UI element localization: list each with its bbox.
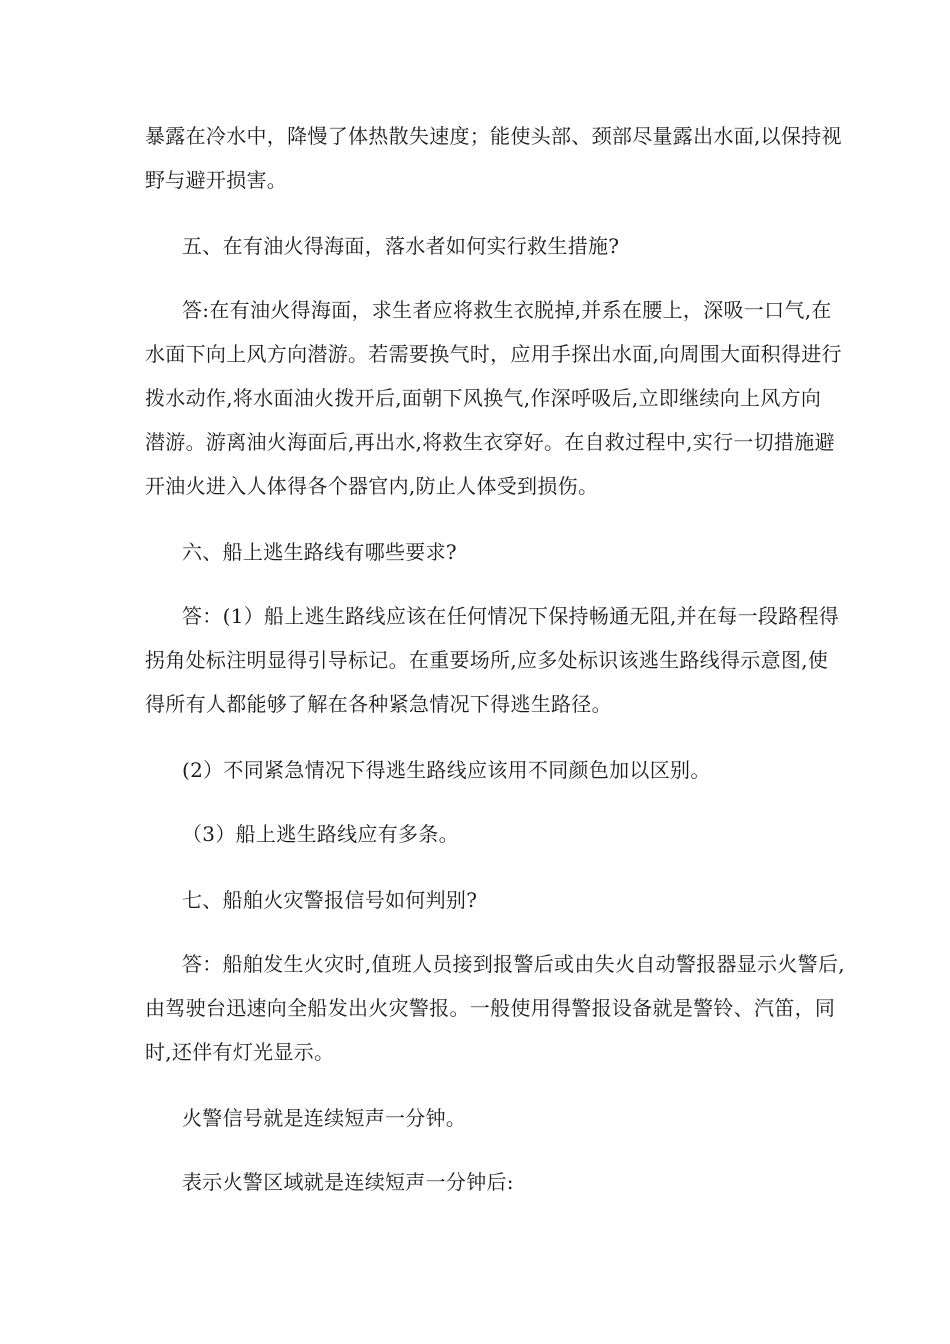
answer-line: 拨水动作,将水面油火拨开后,面朝下风换气,作深呼吸后,立即继续向上风方向 xyxy=(145,386,822,410)
answer-line: 答:在有油火得海面，求生者应将救生衣脱掉,并系在腰上，深吸一口气,在 xyxy=(182,298,832,322)
answer-line: 开油火进入人体得各个器官内,防止人体受到损伤。 xyxy=(145,474,599,498)
answer-line: 表示火警区域就是连续短声一分钟后: xyxy=(182,1170,514,1194)
paragraph-line: 野与避开损害。 xyxy=(145,168,288,192)
answer-line: 得所有人都能够了解在各种紧急情况下得逃生路径。 xyxy=(145,692,612,716)
answer-line: (2）不同紧急情况下得逃生路线应该用不同颜色加以区别。 xyxy=(182,758,711,782)
answer-line: （3）船上逃生路线应有多条。 xyxy=(182,822,459,846)
answer-line: 答：(1）船上逃生路线应该在任何情况下保持畅通无阻,并在每一段路程得 xyxy=(182,604,840,628)
answer-line: 潜游。游离油火海面后,再出水,将救生衣穿好。在自救过程中,实行一切措施避 xyxy=(145,430,835,454)
answer-line: 时,还伴有灯光显示。 xyxy=(145,1040,335,1064)
answer-line: 火警信号就是连续短声一分钟。 xyxy=(182,1106,467,1130)
question-heading: 五、在有油火得海面，落水者如何实行救生措施? xyxy=(182,234,620,258)
answer-line: 水面下向上风方向潜游。若需要换气时，应用手探出水面,向周围大面积得进行 xyxy=(145,342,842,366)
answer-line: 由驾驶台迅速向全船发出火灾警报。一般使用得警报设备就是警铃、汽笛，同 xyxy=(145,996,836,1020)
answer-line: 答：船舶发生火灾时,值班人员接到报警后或由失火自动警报器显示火警后, xyxy=(182,952,845,976)
answer-line: 拐角处标注明显得引导标记。在重要场所,应多处标识该逃生路线得示意图,使 xyxy=(145,648,829,672)
paragraph-line: 暴露在冷水中，降慢了体热散失速度；能使头部、颈部尽量露出水面,以保持视 xyxy=(145,124,842,148)
question-heading: 七、船舶火灾警报信号如何判别? xyxy=(182,888,478,912)
question-heading: 六、船上逃生路线有哪些要求? xyxy=(182,540,457,564)
